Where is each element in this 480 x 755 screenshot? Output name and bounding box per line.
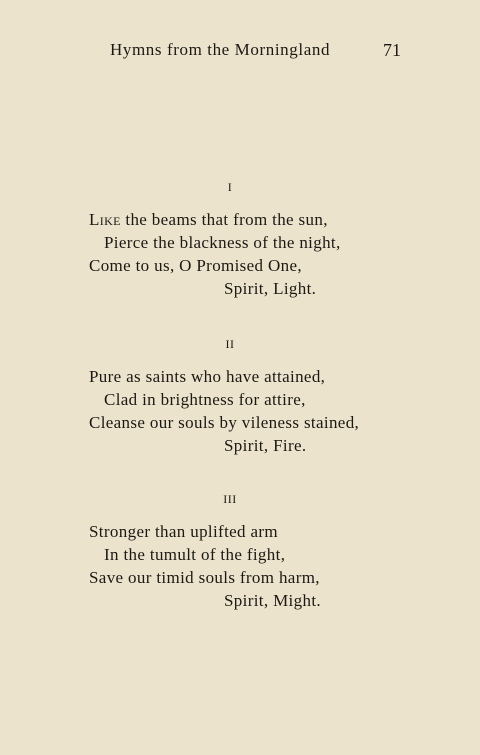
hymn-line: Pierce the blackness of the night, xyxy=(104,233,341,252)
hymn-line: Come to us, O Promised One, xyxy=(89,256,302,275)
drop-word: Like xyxy=(89,210,121,229)
hymn-line: Pure as saints who have attained, xyxy=(89,367,326,386)
hymn-line: Cleanse our souls by vileness stained, xyxy=(89,413,360,432)
hymn-line: Save our timid souls from harm, xyxy=(89,568,320,587)
stanza-numeral: III xyxy=(223,492,237,506)
refrain-line: Spirit, Fire. xyxy=(224,436,307,455)
line-text: the beams that from the sun, xyxy=(120,210,328,229)
running-title: Hymns from the Morningland xyxy=(110,40,331,59)
refrain-line: Spirit, Light. xyxy=(224,279,317,298)
stanza-numeral: I xyxy=(227,180,233,194)
page-header xyxy=(0,38,480,68)
hymn-line: Clad in brightness for attire, xyxy=(104,390,306,409)
stanza-numeral: II xyxy=(225,337,235,351)
hymn-line: Stronger than uplifted arm xyxy=(89,522,278,541)
hymn-line: In the tumult of the fight, xyxy=(104,545,286,564)
page-number: 71 xyxy=(383,40,401,60)
hymn-line xyxy=(89,210,328,230)
refrain-line: Spirit, Might. xyxy=(224,591,321,610)
